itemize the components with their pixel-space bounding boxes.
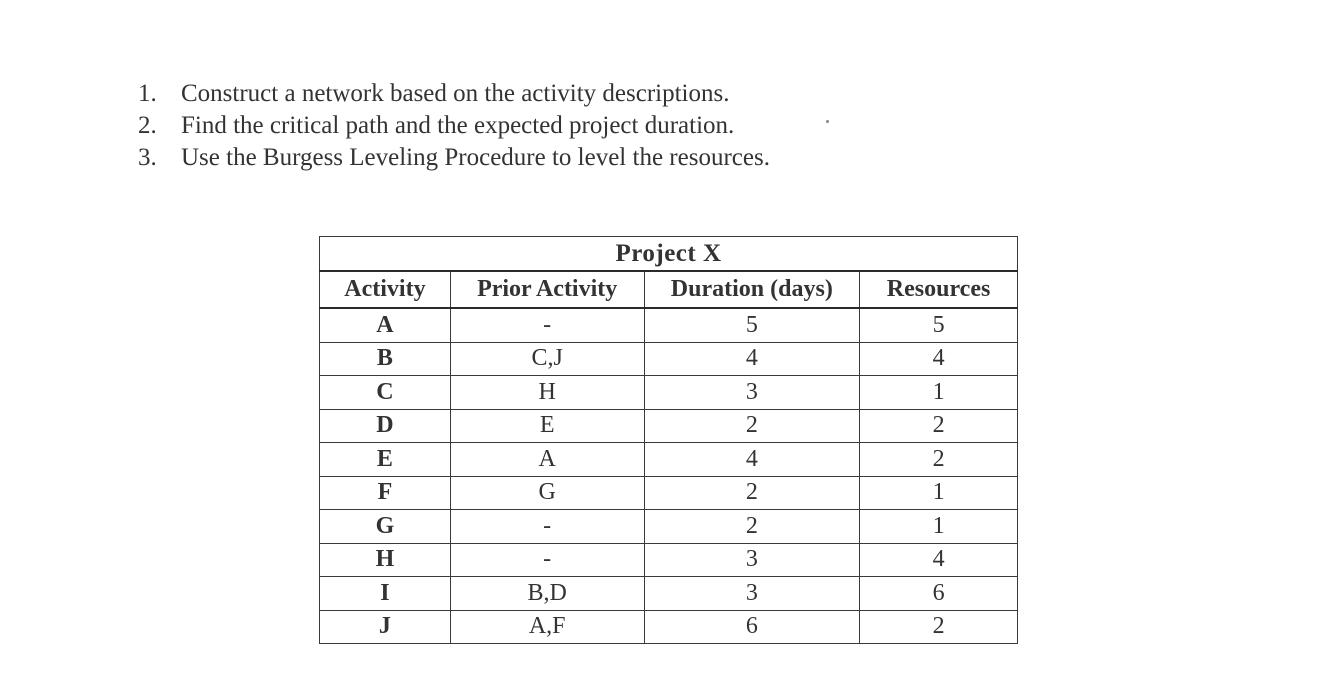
instruction-item: [138, 78, 770, 110]
duration-cell: 3: [644, 577, 860, 611]
resources-cell: 1: [860, 376, 1018, 410]
table-row: [320, 510, 1018, 544]
resources-cell: 2: [860, 610, 1018, 644]
prior-activity-cell: -: [450, 510, 644, 544]
resources-cell: 4: [860, 543, 1018, 577]
prior-activity-cell: -: [450, 543, 644, 577]
table-title: Project X: [320, 237, 1018, 272]
prior-activity-cell: E: [450, 409, 644, 443]
activity-cell: H: [320, 543, 451, 577]
table-row: [320, 409, 1018, 443]
project-table: [319, 236, 1018, 644]
resources-cell: 5: [860, 308, 1018, 342]
duration-cell: 6: [644, 610, 860, 644]
duration-cell: 4: [644, 443, 860, 477]
resources-cell: 1: [860, 476, 1018, 510]
prior-activity-cell: C,J: [450, 342, 644, 376]
table-row: [320, 342, 1018, 376]
activity-cell: B: [320, 342, 451, 376]
header-resources: Resources: [860, 271, 1018, 308]
instruction-text: Find the critical path and the expected project duration.: [181, 112, 735, 139]
prior-activity-cell: -: [450, 308, 644, 342]
header-prior-activity: Prior Activity: [450, 271, 644, 308]
activity-cell: F: [320, 476, 451, 510]
table-row: [320, 543, 1018, 577]
activity-cell: A: [320, 308, 451, 342]
table-row: [320, 443, 1018, 477]
table-title-row: [320, 237, 1018, 272]
instruction-number: 2.: [138, 112, 157, 139]
resources-cell: 1: [860, 510, 1018, 544]
scan-speck: [826, 120, 829, 123]
prior-activity-cell: G: [450, 476, 644, 510]
duration-cell: 2: [644, 510, 860, 544]
duration-cell: 2: [644, 476, 860, 510]
prior-activity-cell: A: [450, 443, 644, 477]
resources-cell: 2: [860, 443, 1018, 477]
header-duration: Duration (days): [644, 271, 860, 308]
instruction-number: 3.: [138, 144, 157, 171]
table-row: [320, 308, 1018, 342]
instruction-list: [138, 78, 770, 174]
activity-cell: C: [320, 376, 451, 410]
instruction-text: Construct a network based on the activity descriptions.: [181, 80, 730, 107]
duration-cell: 2: [644, 409, 860, 443]
duration-cell: 3: [644, 376, 860, 410]
resources-cell: 2: [860, 409, 1018, 443]
duration-cell: 5: [644, 308, 860, 342]
instruction-number: 1.: [138, 80, 157, 107]
activity-cell: I: [320, 577, 451, 611]
table-header-row: [320, 271, 1018, 308]
resources-cell: 4: [860, 342, 1018, 376]
activity-cell: G: [320, 510, 451, 544]
header-activity: Activity: [320, 271, 451, 308]
table-row: [320, 610, 1018, 644]
prior-activity-cell: B,D: [450, 577, 644, 611]
activity-cell: J: [320, 610, 451, 644]
prior-activity-cell: H: [450, 376, 644, 410]
instruction-item: [138, 110, 770, 142]
activity-cell: E: [320, 443, 451, 477]
instruction-text: Use the Burgess Leveling Procedure to level the resources.: [181, 144, 770, 171]
table-row: [320, 577, 1018, 611]
duration-cell: 4: [644, 342, 860, 376]
table-row: [320, 376, 1018, 410]
duration-cell: 3: [644, 543, 860, 577]
activity-cell: D: [320, 409, 451, 443]
resources-cell: 6: [860, 577, 1018, 611]
instruction-item: [138, 142, 770, 174]
prior-activity-cell: A,F: [450, 610, 644, 644]
table-row: [320, 476, 1018, 510]
